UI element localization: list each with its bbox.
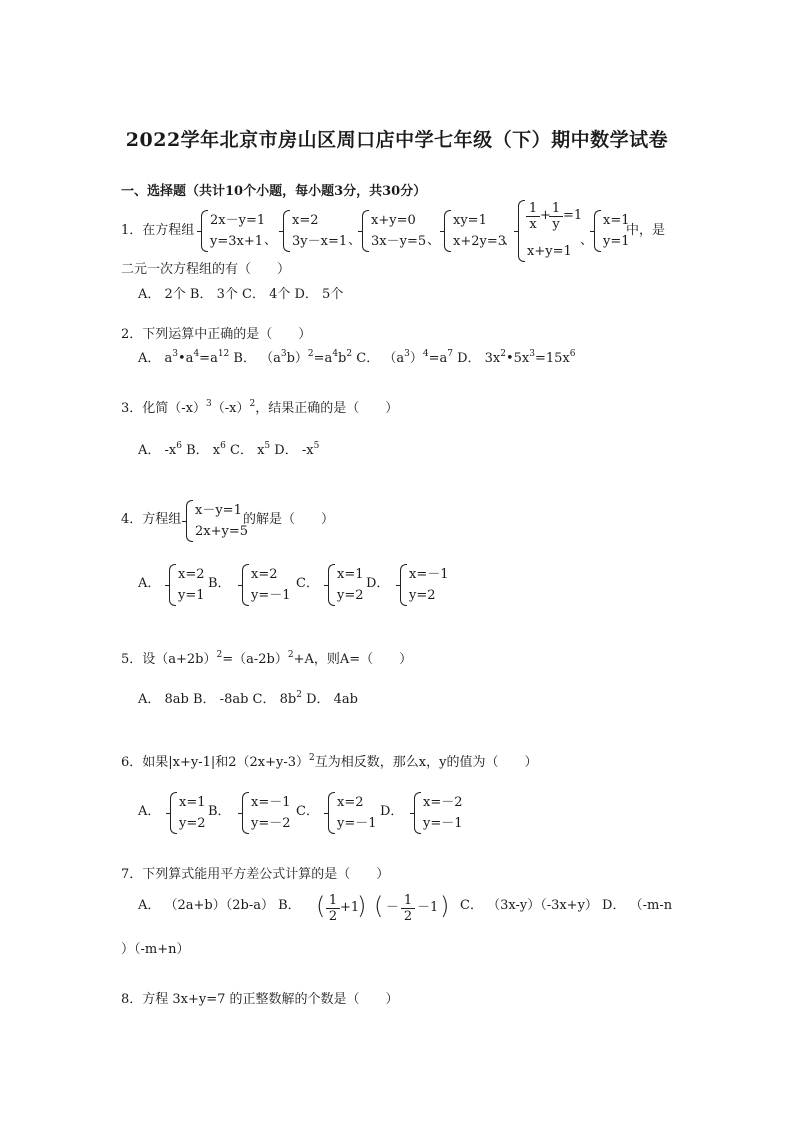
brace-icon: [400, 564, 407, 606]
q2-stem: 2．下列运算中正确的是（ ）: [121, 327, 312, 342]
brace-icon: [242, 564, 249, 606]
q6-option-a: x=1 y=2: [170, 792, 206, 834]
q1-fraction-1: $\frac{1}{x}$: [526, 201, 540, 232]
q1-equals: =1: [563, 208, 583, 223]
q1-separator: 、: [580, 233, 594, 248]
brace-icon: [328, 792, 335, 834]
q6-stem: 6．如果|x+y-1|和$2(2x+y-3)^2$互为相反数，那么x，y的值为（ ）: [121, 753, 538, 770]
q7-stem: 7．下列算式能用平方差公式计算的是（ ）: [121, 867, 390, 882]
q4-suffix: 的解是（ ）: [243, 512, 335, 527]
q4-label-a: A．: [138, 576, 161, 591]
q1-suffix: 中，是: [626, 223, 666, 238]
q7-plus-one: +1: [340, 900, 360, 915]
q7-option-c-d: C． （3x-y）（-3x+y） D． （-m-n: [460, 898, 673, 913]
q7-line2: ）（-m+n）: [121, 942, 190, 957]
q4-label-d: D．: [366, 576, 390, 591]
q4-system: x－y=1 2x+y=5: [186, 500, 248, 542]
brace-icon: [362, 210, 369, 252]
q4-label-c: C．: [296, 576, 319, 591]
q1-stem-line2: 二元一次方程组的有（ ）: [121, 262, 291, 277]
q6-option-b: x=－1 y=－2: [242, 792, 291, 834]
q4-option-a: x=2 y=1: [169, 564, 205, 606]
q4-prefix: 4．方程组: [121, 512, 182, 527]
q5-options: A． 8ab B． -8ab C． $8b^2$ D． 4ab: [138, 690, 358, 707]
q4-option-b: x=2 y=－1: [242, 564, 291, 606]
page-title: 2022学年北京市房山区周口店中学七年级（下）期中数学试卷: [125, 129, 669, 151]
q6-label-b: B．: [208, 804, 231, 819]
q1-options: A． 2个 B． 3个 C． 4个 D． 5个: [138, 287, 344, 302]
q1-system-6: x=1 y=1: [594, 210, 630, 252]
q6-option-d: x=－2 y=－1: [414, 792, 463, 834]
q1-system-5-row2: x+y=1: [527, 244, 572, 259]
brace-icon: [170, 792, 177, 834]
brace-icon: [594, 210, 601, 252]
q1-separator: 、: [503, 233, 517, 248]
q1-fraction-2: $\frac{1}{y}$: [549, 201, 563, 232]
q7-fraction-1: $\frac{1}{2}$: [326, 893, 340, 924]
q1-system-1: 2x－y=1 y=3x+1: [201, 210, 265, 252]
q4-option-d: x=－1 y=2: [400, 564, 449, 606]
q8-stem: 8．方程 3x+y=7 的正整数解的个数是（ ）: [121, 992, 399, 1007]
q1-separator: 、: [427, 233, 441, 248]
brace-icon: [242, 792, 249, 834]
brace-icon: [518, 200, 525, 262]
brace-icon: [186, 500, 193, 542]
brace-icon: [414, 792, 421, 834]
q1-system-3: x+y=0 3x－y=5: [362, 210, 426, 252]
brace-icon: [283, 210, 290, 252]
q6-label-c: C．: [296, 804, 319, 819]
q4-option-c: x=1 y=2: [328, 564, 364, 606]
q1-separator: 、: [348, 233, 362, 248]
left-paren: (: [316, 892, 326, 920]
brace-icon: [444, 210, 451, 252]
q7-option-a: A． （2a+b）（2b-a） B．: [138, 898, 301, 913]
q7-fraction-2: $\frac{1}{2}$: [401, 893, 415, 924]
q1-system-2: x=2 3y－x=1: [283, 210, 347, 252]
brace-icon: [328, 564, 335, 606]
section-heading: 一、选择题（共计10个小题，每小题3分，共30分）: [121, 184, 427, 199]
q6-label-d: D．: [380, 804, 404, 819]
q7-minus: －: [386, 900, 400, 915]
q1-prefix: 1．在方程组: [121, 223, 195, 238]
brace-icon: [169, 564, 176, 606]
q6-option-c: x=2 y=－1: [328, 792, 377, 834]
right-paren: ): [357, 892, 367, 920]
q1-system-4: xy=1 x+2y=3: [444, 210, 506, 252]
q1-separator: 、: [264, 233, 278, 248]
q5-stem: 5．设$(a+2b)^2=(a-2b)^2+A$，则A=（ ）: [121, 650, 413, 667]
q4-label-b: B．: [208, 576, 231, 591]
left-paren: (: [374, 892, 384, 920]
q3-stem: 3．化简$(-x)^3(-x)^2$，结果正确的是（ ）: [121, 399, 399, 416]
q6-label-a: A．: [138, 804, 161, 819]
q1-plus: +: [540, 208, 551, 223]
right-paren: ): [440, 892, 450, 920]
q3-options: A． $-x^6$ B． $x^6$ C． $x^5$ D． $-x^5$: [138, 441, 320, 458]
brace-icon: [201, 210, 208, 252]
q7-minus-one: －1: [417, 900, 439, 915]
q2-options: A． $a^3•a^4=a^{12}$ B． $(a^3b)^2=a^4b^2$ C． $(a^3)^4=a^7$ D． $3x^2•5x^3=15x^6$: [138, 349, 576, 366]
